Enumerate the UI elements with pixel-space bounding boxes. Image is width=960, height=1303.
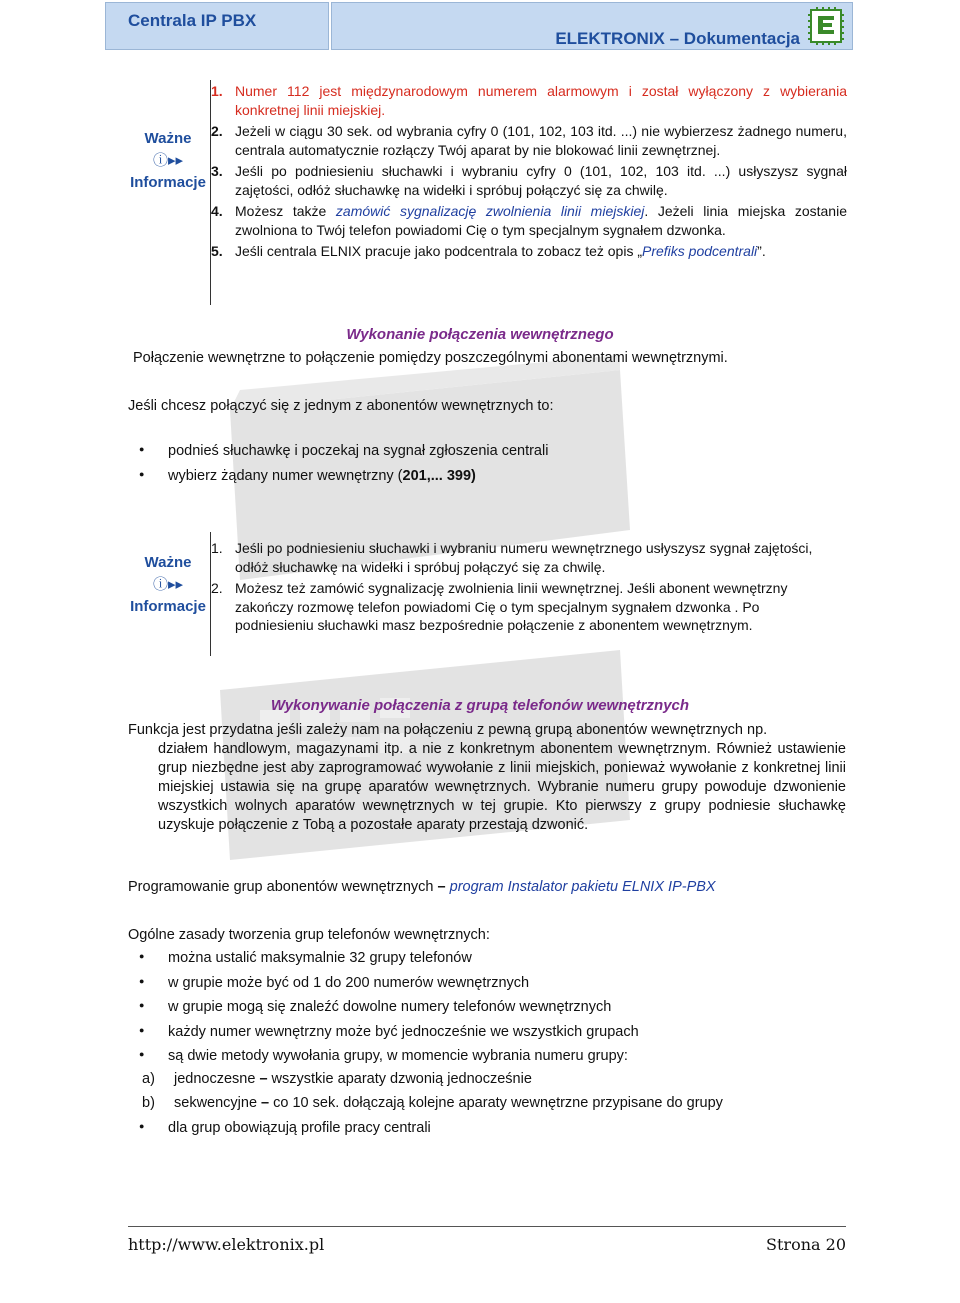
note1-item-3: 3. Jeśli po podniesieniu słuchawki i wybraniu cyfry 0 (101, 102, 103 itd. ...) usłyszysz sygnał zajętości, odłóż słuchawkę na widełki i spróbuj połączyć się za chwilę. bbox=[211, 163, 847, 198]
group-description: Funkcja jest przydatna jeśli zależy nam na połączeniu z pewną grupą abonentów wewnętrznych np. działem handlowym, magazynami itp. a nie z konkretnym abonentem wewnętrznym. Również ustawienie grup niezbędne jest aby zaprogramować wywołanie z linii miejskich, ponieważ wywołanie z konkretnej linii miejskiej ustawia się na grupę aparatów wewnętrznych. Wybranie numeru grupy powoduje dzwonienie wszystkich wolnych aparatów wewnętrznych w tej grupie. Kto pierwszy z grupy podniesie słuchawkę uzyskuje połączenie z Tobą a pozostałe aparaty przestają dzwonić. bbox=[128, 722, 846, 833]
note1-side-label bbox=[118, 128, 218, 194]
header-right-box bbox=[331, 2, 853, 50]
elektronix-logo-icon bbox=[808, 7, 844, 45]
page-footer bbox=[128, 1226, 846, 1254]
note2-list bbox=[211, 539, 831, 638]
note1-item-4: 4. Możesz także zamówić sygnalizację zwolnienia linii miejskiej. Jeżeli linia miejska zostanie zwolniona to Twój telefon powiadomi Cię o tym specjalnym sygnałem dzwonka. bbox=[211, 203, 847, 238]
note1-item-5: 5. Jeśli centrala ELNIX pracuje jako podcentrala to zobacz też opis „Prefiks podcentrali”. bbox=[211, 243, 766, 259]
group-call-methods bbox=[142, 1071, 723, 1119]
info-icon: ⓘ▸▸ bbox=[152, 152, 184, 169]
group-rule: ● dla grup obowiązują profile pracy centrali bbox=[128, 1120, 431, 1145]
header-left-box bbox=[105, 2, 329, 50]
info-icon: ⓘ▸▸ bbox=[152, 576, 184, 593]
group-rules-intro: Ogólne zasady tworzenia grup telefonów wewnętrznych: bbox=[128, 927, 490, 943]
internal-step: ● wybierz żądany numer wewnętrzny (201,... 399) bbox=[128, 468, 548, 493]
note1-item-2: 2. Jeżeli w ciągu 30 sek. od wybrania cyfry 0 (101, 102, 103 itd. ...) nie wybierzesz żadnego numeru, centrala automatycznie rozłączy Twój aparat by nie blokować linii zewnętrznej. bbox=[211, 123, 847, 158]
group-call-method: b) sekwencyjne – co 10 sek. dołączają kolejne aparaty wewnętrzne przypisane do grupy bbox=[142, 1095, 723, 1111]
internal-intro: Jeśli chcesz połączyć się z jednym z abonentów wewnętrznych to: bbox=[128, 398, 554, 414]
group-call-method: a) jednoczesne – wszystkie aparaty dzwonią jednocześnie bbox=[142, 1071, 532, 1087]
internal-steps bbox=[128, 443, 548, 492]
internal-step: ● podnieś słuchawkę i poczekaj na sygnał zgłoszenia centrali bbox=[128, 443, 548, 468]
note1-info-label: Informacje bbox=[130, 174, 206, 191]
group-rule: ● w grupie mogą się znaleźć dowolne numery telefonów wewnętrznych bbox=[128, 999, 639, 1024]
group-rule: ● można ustalić maksymalnie 32 grupy telefonów bbox=[128, 950, 639, 975]
note1-item-1: 1. Numer 112 jest międzynarodowym numerem alarmowym i został wyłączony z wybierania konkretnej linii miejskiej. bbox=[211, 83, 847, 118]
header-left-title: Centrala IP PBX bbox=[128, 11, 257, 30]
installer-program-link[interactable]: program Instalator pakietu ELNIX IP-PBX bbox=[449, 879, 716, 895]
group-rules-last bbox=[128, 1120, 431, 1145]
subexchange-prefix-link[interactable]: Prefiks podcentrali bbox=[642, 243, 758, 259]
note2-info-label: Informacje bbox=[130, 598, 206, 615]
note2-side-label bbox=[118, 552, 218, 618]
note2-item-1: 1. Jeśli po podniesieniu słuchawki i wybraniu numeru wewnętrznego usłyszysz sygnał zajętości, odłóż słuchawkę na widełki i spróbuj połączyć się za chwilę. bbox=[211, 540, 813, 575]
order-line-release-link[interactable]: zamówić sygnalizację zwolnienia linii miejskiej bbox=[335, 203, 645, 219]
group-section-title: Wykonywanie połączenia z grupą telefonów wewnętrznych bbox=[270, 697, 690, 714]
note1-important-label: Ważne bbox=[144, 130, 192, 147]
group-programming-line: Programowanie grup abonentów wewnętrznych – program Instalator pakietu ELNIX IP-PBX bbox=[128, 879, 716, 895]
group-rule: ● są dwie metody wywołania grupy, w momencie wybrania numeru grupy: bbox=[128, 1048, 639, 1073]
internal-description: Połączenie wewnętrzne to połączenie pomiędzy poszczególnymi abonentami wewnętrznymi. bbox=[133, 350, 728, 366]
footer-page-number: Strona 20 bbox=[766, 1235, 846, 1254]
note2-item-2: 2. Możesz też zamówić sygnalizację zwolnienia linii wewnętrznej. Jeśli abonent wewnętrzny zakończy rozmowę telefon powiadomi Cię o tym specjalnym sygnałem dzwonka . Po podniesieniu słuchawki masz bezpośrednie połączenie z abonentem wewnętrznym. bbox=[211, 580, 788, 633]
group-rule: ● każdy numer wewnętrzny może być jednocześnie we wszystkich grupach bbox=[128, 1024, 639, 1049]
note2-important-label: Ważne bbox=[144, 554, 192, 571]
internal-section-title: Wykonanie połączenia wewnętrznego bbox=[346, 326, 614, 343]
footer-url-link[interactable]: http://www.elektronix.pl bbox=[128, 1235, 325, 1254]
header-right-title: ELEKTRONIX – Dokumentacja bbox=[555, 29, 800, 48]
note1-list bbox=[211, 82, 847, 264]
page-header bbox=[105, 2, 853, 50]
group-rule: ● w grupie może być od 1 do 200 numerów wewnętrznych bbox=[128, 975, 639, 1000]
group-rules bbox=[128, 950, 639, 1073]
